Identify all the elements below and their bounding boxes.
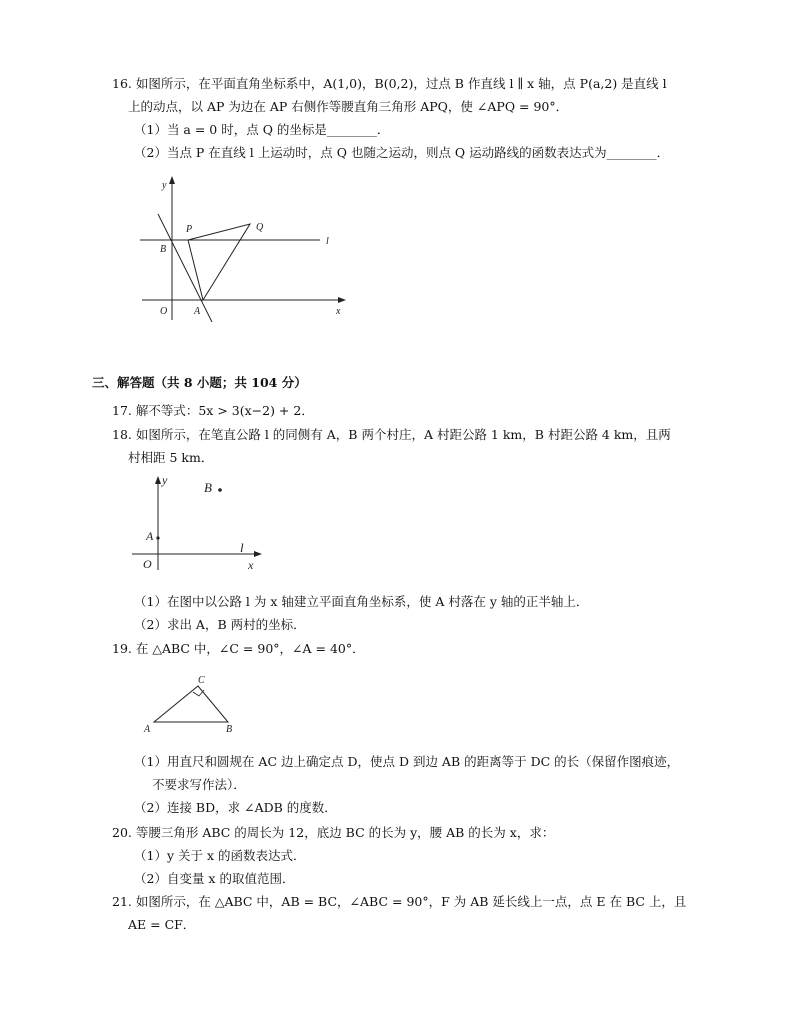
label-y: y: [162, 473, 168, 487]
label-a: A: [144, 724, 151, 735]
q16-figure: [130, 172, 360, 322]
q20-sub1: （1）y 关于 x 的函数表达式．: [134, 848, 306, 863]
q19-sub1b: 不要求写作法）．: [152, 777, 246, 792]
x-axis-arrow: [338, 297, 346, 303]
label-l: l: [240, 540, 244, 555]
label-a: A: [146, 529, 154, 543]
section-heading: 三、解答题（共 8 小题；共 104 分）: [92, 375, 307, 390]
y-axis-arrow: [169, 176, 175, 184]
label-x: x: [248, 558, 254, 572]
q19-sub2: （2）连接 BD，求 ∠ADB 的度数．: [134, 800, 337, 815]
q16-sub2: （2）当点 P 在直线 l 上运动时，点 Q 也随之运动，则点 Q 运动路线的函数表达式为________．: [134, 145, 670, 160]
label-y: y: [162, 180, 167, 191]
label-a: A: [194, 306, 201, 317]
y-axis-arrow: [155, 476, 161, 484]
label-x: x: [336, 306, 341, 317]
label-b: B: [204, 480, 212, 495]
q20-line1: 20. 等腰三角形 ABC 的周长为 12，底边 BC 的长为 y，腰 AB 的长为 x，求：: [112, 825, 555, 840]
q18-figure: [128, 470, 278, 576]
label-b: B: [226, 724, 233, 735]
q16-line1: 16. 如图所示，在平面直角坐标系中，A(1,0)，B(0,2)，过点 B 作直线 l ∥ x 轴，点 P(a,2) 是直线 l: [112, 76, 667, 91]
q18-line2: 村相距 5 km．: [128, 450, 214, 465]
q16-line2: 上的动点，以 AP 为边在 AP 右侧作等腰直角三角形 APQ，使 ∠APQ = 90°．: [128, 99, 569, 114]
q21-line2: AE = CF．: [128, 917, 196, 932]
q21-line1: 21. 如图所示，在 △ABC 中，AB = BC，∠ABC = 90°，F 为 AB 延长线上一点，点 E 在 BC 上，且: [112, 894, 687, 909]
label-c: C: [198, 675, 205, 686]
q18-line1: 18. 如图所示，在笔直公路 l 的同侧有 A，B 两个村庄，A 村距公路 1 km，B 村距公路 4 km，且两: [112, 427, 671, 442]
x-axis-arrow: [254, 551, 262, 557]
q19-line1: 19. 在 △ABC 中，∠C = 90°，∠A = 40°．: [112, 641, 365, 656]
triangle-abc: [154, 686, 228, 722]
q18-sub1: （1）在图中以公路 l 为 x 轴建立平面直角坐标系，使 A 村落在 y 轴的正半轴上．: [134, 594, 589, 609]
label-l: l: [326, 236, 329, 247]
triangle-apq: [188, 224, 250, 300]
point-a: [156, 536, 159, 539]
q19-sub1a: （1）用直尺和圆规在 AC 边上确定点 D，使点 D 到边 AB 的距离等于 DC 的长（保留作图痕迹，: [134, 754, 680, 769]
label-o: O: [143, 557, 152, 571]
q16-sub1: （1）当 a = 0 时，点 Q 的坐标是________．: [134, 122, 390, 137]
label-p: P: [186, 224, 193, 235]
label-b: B: [160, 244, 167, 255]
q20-sub2: （2）自变量 x 的取值范围．: [134, 871, 295, 886]
point-b: [218, 488, 222, 492]
q19-figure: [140, 672, 250, 736]
label-q: Q: [256, 222, 264, 233]
q18-sub2: （2）求出 A，B 两村的坐标．: [134, 617, 306, 632]
label-o: O: [160, 306, 168, 317]
q17-text: 17. 解不等式：5x > 3(x−2) + 2．: [112, 403, 314, 418]
